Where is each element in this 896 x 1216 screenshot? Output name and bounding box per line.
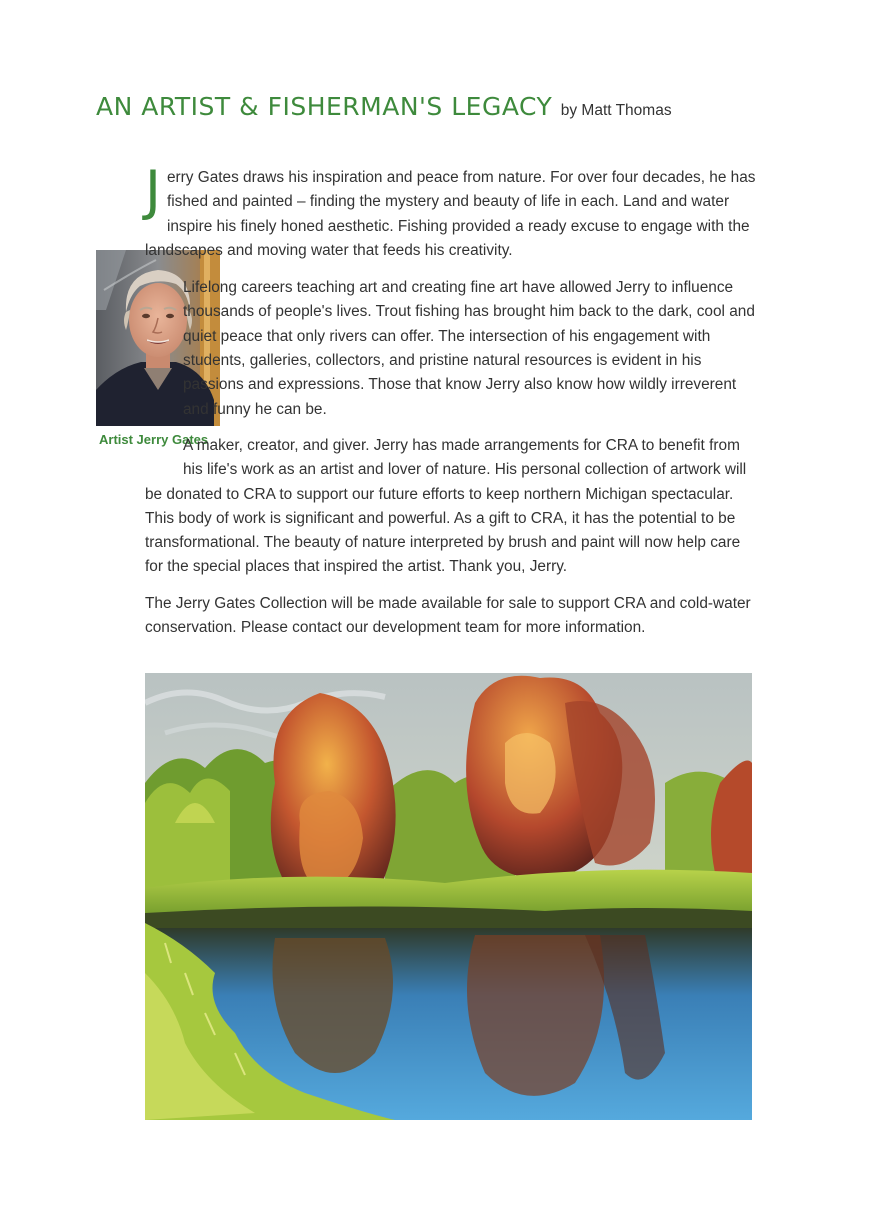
landscape-painting bbox=[145, 673, 752, 1120]
photo-wrap-spacer bbox=[96, 276, 183, 476]
article-title: AN ARTIST & FISHERMAN'S LEGACY bbox=[96, 92, 553, 121]
drop-cap: J bbox=[145, 159, 161, 222]
paragraph-careers: Lifelong careers teaching art and creating fine art have allowed Jerry to influence thousands of people's lives. Trout fishing has brought him back to the dark, cool and quiet peace that only rivers can offer. The intersection of his engagement with students, galleries, collectors, and pristine natural resources is evident in his passions and expressions. Those that know Jerry also know how wildly irreverent and funny he can be. bbox=[183, 279, 755, 418]
paragraph-legacy: A maker, creator, and giver. Jerry has made arrangements for CRA to benefit from his life's work as an artist and lover of nature. His personal collection of artwork will be donated to CRA to support our future efforts to keep northern Michigan spectacular. This body of work is significant and powerful. As a gift to CRA, it has the potential to be transformational. The beauty of nature interpreted by brush and paint will now help care for the special places that inspired the artist. Thank you, Jerry. bbox=[145, 436, 747, 576]
paragraph-collection: The Jerry Gates Collection will be made available for sale to support CRA and cold-water conservation. Please contact our development team for more information. bbox=[145, 594, 751, 637]
article-body bbox=[145, 159, 757, 640]
article-header bbox=[96, 92, 796, 121]
article-byline: by Matt Thomas bbox=[560, 102, 672, 119]
photo-caption: Artist Jerry Gates bbox=[99, 432, 209, 447]
paragraph-intro: erry Gates draws his inspiration and peace from nature. For over four decades, he has fished and painted – finding the mystery and beauty of life in each. Land and water inspire his finely honed aesthetic. Fishing provided a ready excuse to engage with the landscapes and moving water that feeds his creativity. bbox=[145, 169, 756, 259]
